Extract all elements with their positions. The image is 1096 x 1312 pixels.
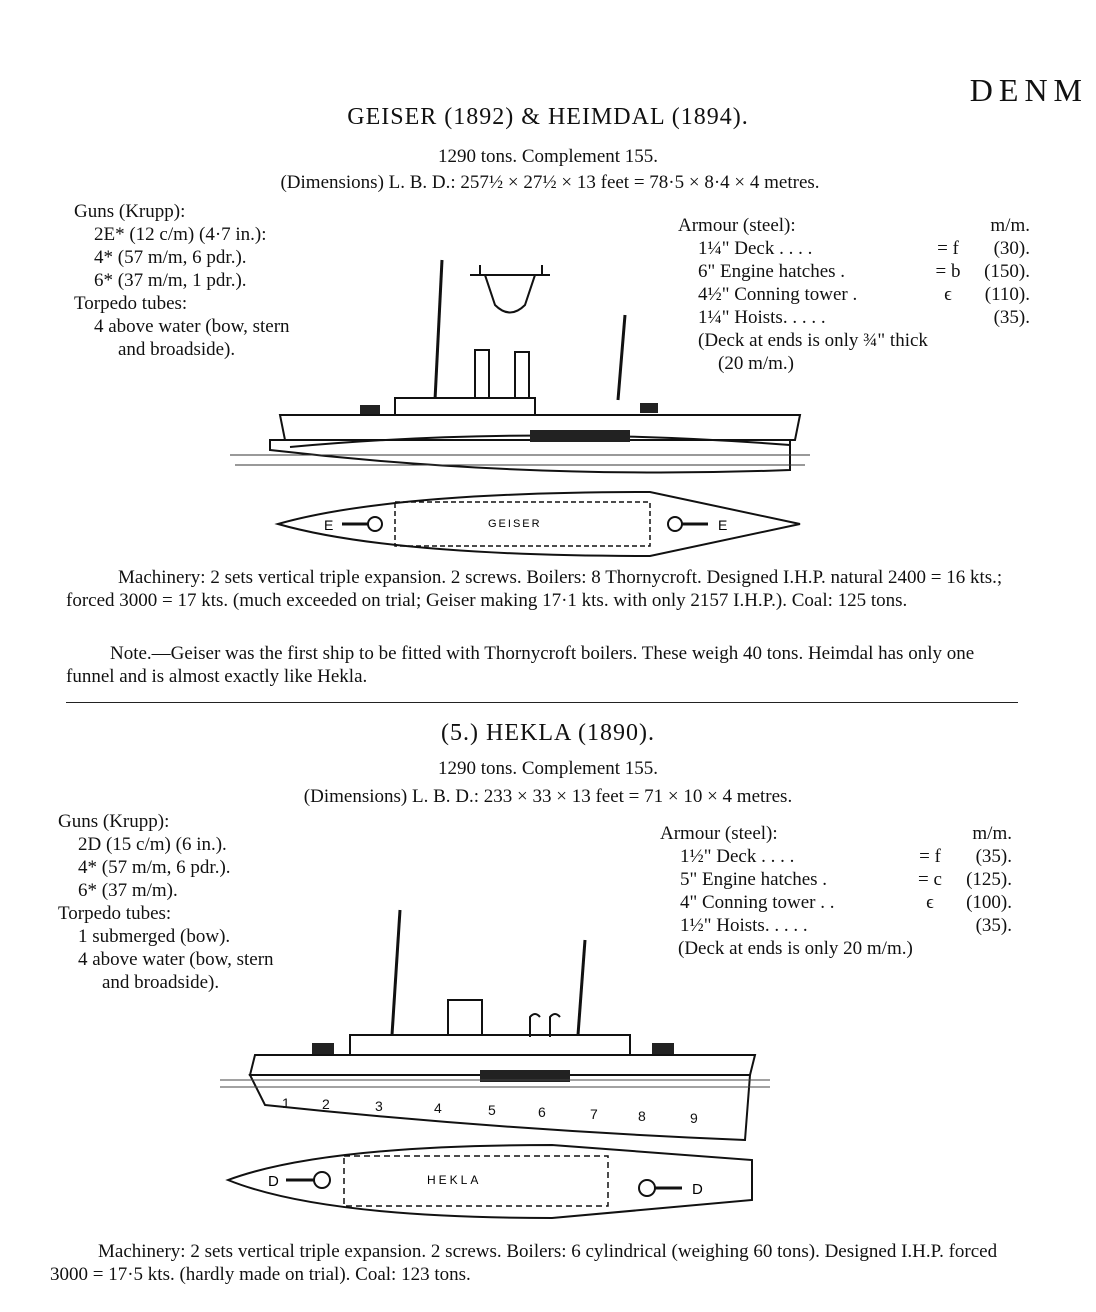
geiser-armour-block: Armour (steel): m/m. 1¼" Deck . . . . = f (30). 6" Engine hatches . = b (150). 4½" Conning tower . ϵ (110). 1¼" Hoists. . . . . (35). (Deck at ends is only ¾" thick (20 m/m.) bbox=[678, 215, 1030, 374]
geiser-title: GEISER (1892) & HEIMDAL (1894). bbox=[347, 104, 749, 130]
hekla-armour-unit: m/m. bbox=[972, 823, 1012, 844]
country-heading: DENM bbox=[969, 72, 1088, 108]
geiser-torpedo-1: 4 above water (bow, stern bbox=[94, 316, 290, 337]
geiser-torpedo-2: and broadside). bbox=[118, 339, 236, 360]
geiser-torpedo-heading: Torpedo tubes: bbox=[74, 293, 188, 314]
hekla-armour-heading: Armour (steel): bbox=[660, 823, 778, 844]
geiser-profile-drawing bbox=[230, 255, 810, 485]
hekla-title: (5.) HEKLA (1890). bbox=[441, 720, 655, 746]
hekla-section-9: 9 bbox=[690, 1110, 698, 1126]
hekla-torpedo-1: 1 submerged (bow). bbox=[78, 926, 231, 947]
geiser-armour-heading: Armour (steel): bbox=[678, 215, 796, 236]
hekla-section-4: 4 bbox=[434, 1100, 442, 1116]
hekla-section-5: 5 bbox=[488, 1102, 496, 1118]
hekla-armour-tower: 4" Conning tower . . bbox=[680, 892, 835, 913]
hekla-plan-gun-letter-fore: D bbox=[268, 1173, 279, 1190]
hekla-armour-note: (Deck at ends is only 20 m/m.) bbox=[678, 938, 913, 959]
hekla-torpedo-heading: Torpedo tubes: bbox=[58, 903, 172, 924]
hekla-gun-2: 4* (57 m/m, 6 pdr.). bbox=[78, 857, 231, 878]
geiser-armour-deck: 1¼" Deck . . . . bbox=[698, 238, 813, 259]
hekla-section-2: 2 bbox=[322, 1096, 330, 1112]
geiser-plan-label: GEISER bbox=[488, 518, 542, 530]
geiser-plan-gun-letter-fore: E bbox=[324, 517, 334, 533]
hekla-machinery: Machinery: 2 sets vertical triple expansion. 2 screws. Boilers: 6 cylindrical (weighing 60 tons). Designed I.H.P. forced 3000 = 17·5 kts. (hardly made on trial). Coal: 123 tons. bbox=[50, 1241, 998, 1285]
geiser-note: Note.—Geiser was the first ship to be fitted with Thornycroft boilers. These weigh 40 tons. Heimdal has only one funnel and is almost exactly like Hekla. bbox=[66, 643, 975, 687]
geiser-deck-plan bbox=[270, 486, 810, 562]
geiser-armour-tower: 4½" Conning tower . bbox=[698, 284, 858, 305]
hekla-tonnage: 1290 tons. Complement 155. bbox=[437, 758, 659, 779]
hekla-armour-hatches: 5" Engine hatches . bbox=[680, 869, 828, 890]
geiser-machinery: Machinery: 2 sets vertical triple expansion. 2 screws. Boilers: 8 Thornycroft. Designed I.H.P. natural 2400 = 16 kts.; forced 3000 = 17 kts. (much exceeded on trial; Geiser making 17·1 kts. with only 2157 I.H.P.). Coal: 125 tons. bbox=[66, 567, 1003, 611]
hekla-gun-1: 2D (15 c/m) (6 in.). bbox=[78, 834, 227, 855]
geiser-armour-hatches: 6" Engine hatches . bbox=[698, 261, 846, 282]
geiser-armour-note-1: (Deck at ends is only ¾" thick bbox=[698, 330, 928, 351]
hekla-section-3: 3 bbox=[375, 1098, 383, 1114]
hekla-profile-drawing bbox=[220, 905, 770, 1145]
hekla-deck-plan bbox=[222, 1140, 762, 1230]
hekla-armour-hoists: 1½" Hoists. . . . . bbox=[680, 915, 808, 936]
hekla-dimensions: (Dimensions) L. B. D.: 233 × 33 × 13 feet = 71 × 10 × 4 metres. bbox=[303, 786, 793, 807]
geiser-armour-note-2: (20 m/m.) bbox=[718, 353, 794, 374]
hekla-plan-gun-letter-aft: D bbox=[692, 1181, 703, 1198]
hekla-section-6: 6 bbox=[538, 1104, 546, 1120]
hekla-armour-deck: 1½" Deck . . . . bbox=[680, 846, 795, 867]
hekla-section-8: 8 bbox=[638, 1108, 646, 1124]
geiser-guns-heading: Guns (Krupp): bbox=[74, 201, 186, 222]
hekla-section-1: 1 bbox=[282, 1095, 290, 1111]
geiser-gun-1: 2E* (12 c/m) (4·7 in.): bbox=[94, 224, 267, 245]
geiser-plan-gun-letter-aft: E bbox=[718, 517, 728, 533]
geiser-gun-3: 6* (37 m/m, 1 pdr.). bbox=[94, 270, 247, 291]
geiser-armour-hoists: 1¼" Hoists. . . . . bbox=[698, 307, 826, 328]
hekla-armour-block: Armour (steel): m/m. 1½" Deck . . . . = f (35). 5" Engine hatches . = c (125). 4" Conning tower . . ϵ (100). 1½" Hoists. . . . . (35). (Deck at ends is only 20 m/m.) bbox=[660, 823, 1012, 959]
hekla-plan-label: HEKLA bbox=[427, 1173, 482, 1187]
geiser-gun-2: 4* (57 m/m, 6 pdr.). bbox=[94, 247, 247, 268]
hekla-torpedo-2: 4 above water (bow, stern bbox=[78, 949, 274, 970]
geiser-dimensions: (Dimensions) L. B. D.: 257½ × 27½ × 13 feet = 78·5 × 8·4 × 4 metres. bbox=[280, 172, 820, 193]
hekla-gun-3: 6* (37 m/m). bbox=[78, 880, 178, 901]
geiser-tonnage: 1290 tons. Complement 155. bbox=[437, 146, 659, 167]
hekla-section-7: 7 bbox=[590, 1106, 598, 1122]
section-divider bbox=[66, 702, 1018, 703]
hekla-torpedo-3: and broadside). bbox=[102, 972, 220, 993]
hekla-guns-heading: Guns (Krupp): bbox=[58, 811, 170, 832]
geiser-armour-unit: m/m. bbox=[990, 215, 1030, 236]
